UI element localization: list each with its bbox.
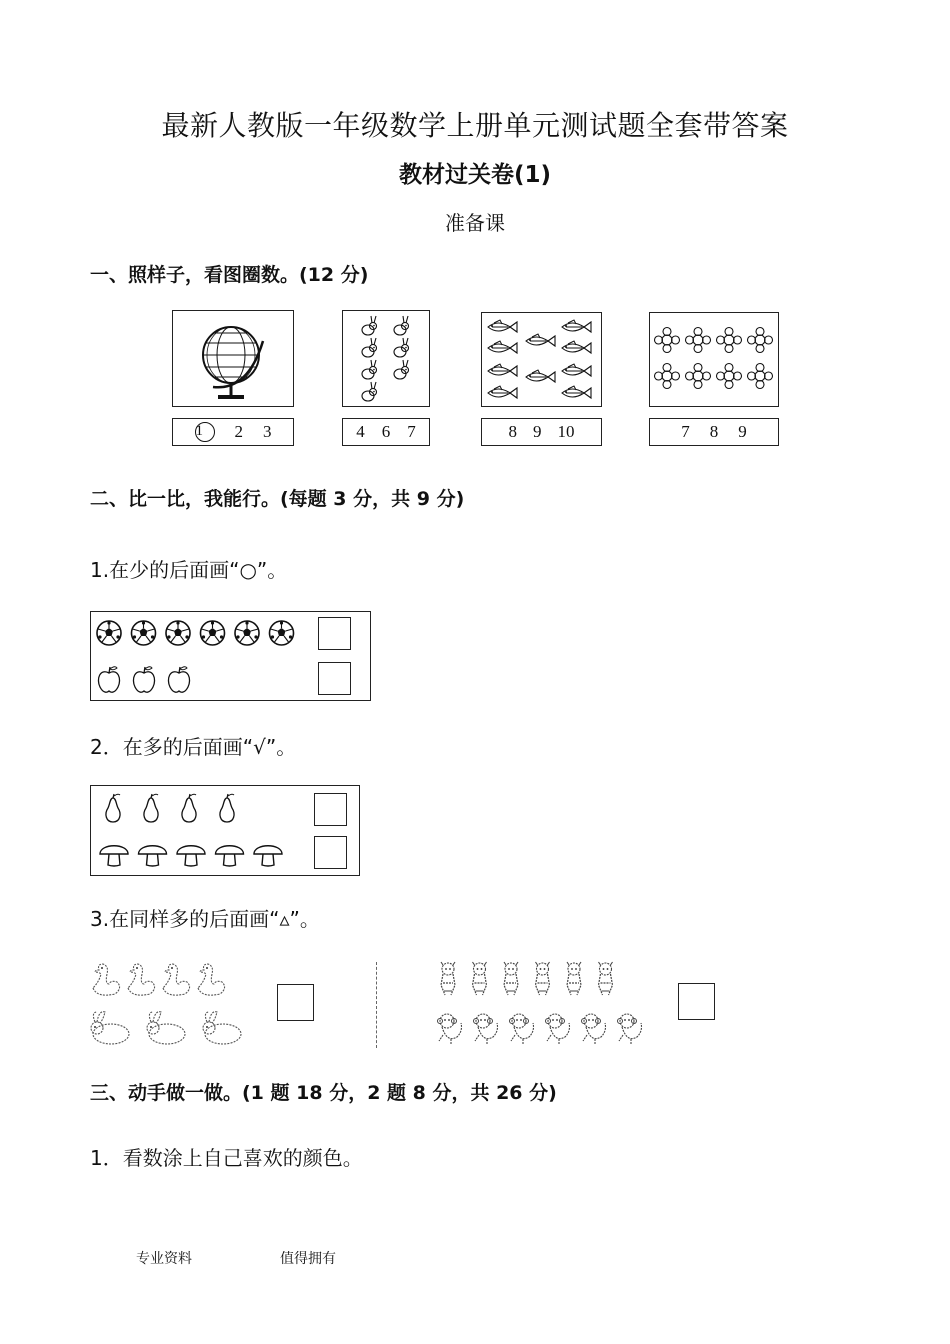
pear-row [99, 792, 259, 828]
globe-number-choices [172, 418, 294, 446]
choice-number[interactable]: 2 [234, 422, 243, 441]
pear-icon [220, 794, 234, 822]
fish-number-choices [481, 418, 602, 446]
question-2-3: 3.在同样多的后面画“▵”。 [90, 907, 320, 931]
fish-icon [488, 320, 517, 332]
answer-box[interactable] [314, 836, 347, 869]
choice-number[interactable]: 9 [738, 422, 747, 441]
monkey-icon [438, 1014, 462, 1045]
rabbit-icon [394, 338, 409, 357]
choice-number[interactable]: 8 [709, 422, 719, 441]
compare-frame-1 [90, 611, 371, 701]
duck-icon [128, 964, 155, 995]
pear-icon [106, 794, 120, 822]
mushroom-row [97, 837, 297, 873]
tiger-row [436, 960, 626, 1004]
choice-number[interactable]: 9 [533, 422, 542, 441]
pear-icon [144, 794, 158, 822]
rabbit-icon [203, 1012, 241, 1044]
monkey-icon [546, 1014, 570, 1045]
choice-number[interactable]: 4 [356, 422, 365, 441]
choice-number[interactable]: 7 [407, 422, 416, 441]
footer-left: 专业资料 [136, 1251, 192, 1267]
fish-icon [488, 386, 517, 398]
monkeys [436, 1008, 666, 1048]
tiger-icon [536, 962, 550, 995]
tiger-icon [504, 962, 518, 995]
footer-right: 值得拥有 [280, 1251, 336, 1267]
rabbit-picture-box [342, 310, 430, 407]
choice-number[interactable]: 8 [508, 422, 517, 441]
soccer-ball-row [95, 619, 305, 647]
rabbit-number-choices [342, 418, 430, 446]
choice-number[interactable]: 6 [381, 422, 391, 441]
mushroom-icon [216, 846, 244, 866]
dashed-divider [376, 962, 377, 1048]
soccer-ball-icon [132, 621, 156, 645]
section3-heading: 三、动手做一做。(1 题 18 分，2 题 8 分，共 26 分) [90, 1082, 557, 1104]
fish-picture-box [481, 312, 602, 407]
rabbit-icon [362, 382, 377, 401]
fish-icon [562, 364, 591, 376]
soccer-ball-icon [201, 621, 225, 645]
answer-box[interactable] [318, 662, 351, 695]
flower-number-choices [649, 418, 779, 446]
flower-icon [717, 328, 742, 353]
flower-icon [748, 328, 773, 353]
flower-picture-box [649, 312, 779, 407]
soccer-ball-icon [97, 621, 121, 645]
monkey-icon [510, 1014, 534, 1045]
document-title: 最新人教版一年级数学上册单元测试题全套带答案 [161, 109, 789, 142]
flower-icon [717, 364, 742, 389]
mushroom-icon [100, 846, 128, 866]
rabbit-icon [394, 360, 409, 379]
ducks [88, 958, 238, 1000]
rabbit-row [88, 1008, 258, 1052]
globe-icon [173, 311, 293, 406]
soccer-ball-icon [166, 621, 190, 645]
rabbit-icon [91, 1012, 129, 1044]
apples [95, 664, 205, 694]
fish-icon [488, 341, 517, 353]
tiger-icon [567, 962, 581, 995]
duck-icon [93, 964, 120, 995]
soccer-ball-icon [270, 621, 294, 645]
flower-icon [655, 328, 680, 353]
tigers [436, 960, 626, 1000]
rabbit-icon [362, 360, 377, 379]
duck-icon [198, 964, 225, 995]
fish-icon [562, 320, 591, 332]
fish-group [482, 313, 601, 406]
flower-icon [686, 364, 711, 389]
mushroom-icon [254, 846, 282, 866]
rabbits [88, 1008, 258, 1048]
duck-icon [163, 964, 190, 995]
tiger-icon [441, 962, 455, 995]
fish-icon [562, 341, 591, 353]
soccer-ball-icon [235, 621, 259, 645]
flower-icon [655, 364, 680, 389]
apple-icon [168, 667, 189, 692]
answer-box[interactable] [314, 793, 347, 826]
flowers-group [650, 313, 778, 406]
exam-subtitle: 教材过关卷(1) [398, 162, 552, 188]
duck-row [88, 958, 238, 1004]
rabbit-icon [362, 338, 377, 357]
lesson-title: 准备课 [445, 211, 505, 235]
answer-box[interactable] [318, 617, 351, 650]
pear-icon [182, 794, 196, 822]
apple-icon [98, 667, 119, 692]
apple-row [95, 664, 205, 698]
pears [99, 792, 259, 824]
rabbit-icon [394, 316, 409, 335]
section1-heading: 一、照样子，看图圈数。(12 分) [90, 264, 369, 286]
question-2-1: 1.在少的后面画“○”。 [90, 558, 288, 582]
choice-number[interactable]: 3 [263, 422, 272, 441]
rabbit-icon [147, 1012, 185, 1044]
apple-icon [133, 667, 154, 692]
answer-box[interactable] [277, 984, 314, 1021]
section2-heading: 二、比一比，我能行。(每题 3 分，共 9 分) [90, 488, 465, 510]
monkey-icon [582, 1014, 606, 1045]
compare-frame-2 [90, 785, 360, 876]
fish-icon [526, 334, 555, 346]
mushroom-icon [177, 846, 205, 866]
soccer-balls [95, 619, 305, 647]
flower-icon [748, 364, 773, 389]
globe-picture-box [172, 310, 294, 407]
choice-number[interactable]: 7 [681, 422, 690, 441]
tiger-icon [599, 962, 613, 995]
mushrooms [97, 837, 297, 869]
fish-icon [526, 370, 555, 382]
tiger-icon [473, 962, 487, 995]
mushroom-icon [139, 846, 167, 866]
circled-answer: 1 [195, 422, 215, 442]
monkey-row [436, 1008, 666, 1052]
monkey-icon [618, 1014, 642, 1045]
question-2-2: 2．在多的后面画“√”。 [90, 735, 297, 759]
monkey-icon [474, 1014, 498, 1045]
rabbits-group [343, 311, 429, 406]
choice-number[interactable]: 10 [557, 422, 575, 441]
flower-icon [686, 328, 711, 353]
fish-icon [562, 386, 591, 398]
answer-box[interactable] [678, 983, 715, 1020]
fish-icon [488, 364, 517, 376]
question-3-1: 1．看数涂上自己喜欢的颜色。 [90, 1146, 363, 1170]
rabbit-icon [362, 316, 377, 335]
